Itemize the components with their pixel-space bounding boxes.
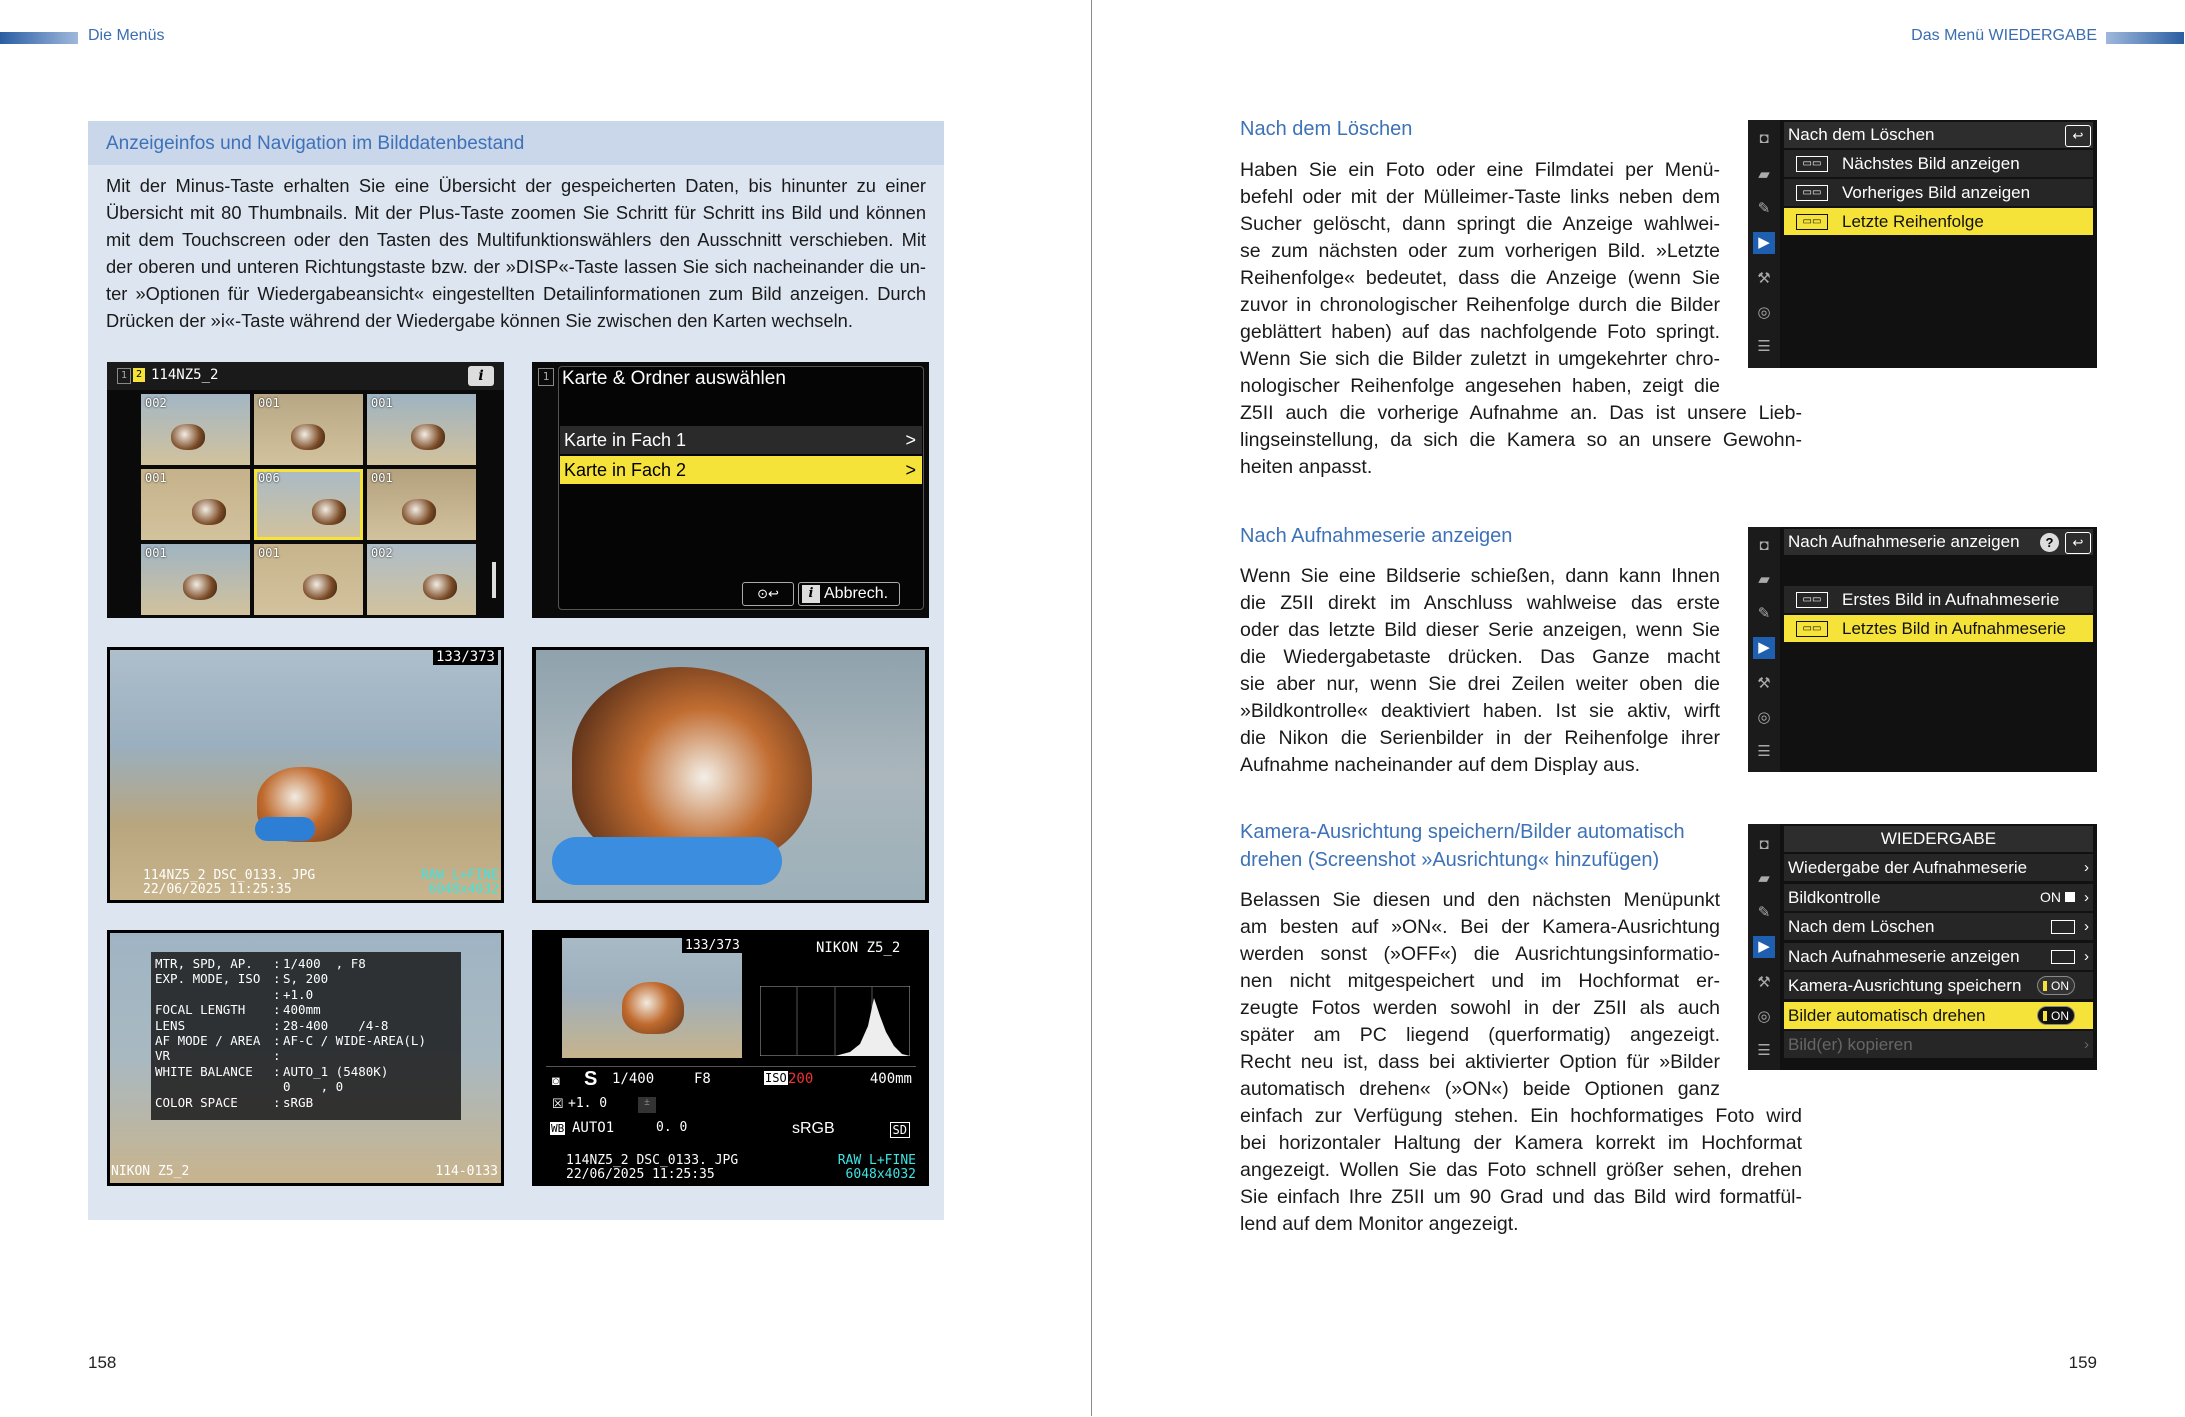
menu-item-label: Nach Aufnahmeserie anzeigen <box>1788 946 2020 966</box>
text-line: nologischer Reihenfolge angesehen haben, zeigt die <box>1240 375 1720 397</box>
wb-fine-tune: 0. 0 <box>656 1120 688 1135</box>
camera-name: NIKON Z5_2 <box>111 1164 190 1179</box>
playback-icon[interactable]: ▶ <box>1753 936 1775 958</box>
info-value: +1.0 <box>283 986 314 1002</box>
text-line: geblättert haben) auf das nachfolgende Foto springt. <box>1240 321 1720 343</box>
thumbnail-label: 001 <box>371 471 393 485</box>
text-line: Mit der Minus-Taste erhalten Sie eine Übersicht der gespeicherten Daten, bis hinunter zu einer <box>106 175 926 196</box>
thumbnail[interactable] <box>141 394 250 465</box>
movie-icon[interactable]: ▰ <box>1758 571 1770 588</box>
section-heading: Nach Aufnahmeserie anzeigen <box>1240 525 1513 547</box>
thumbnail-grid-screenshot <box>107 362 504 618</box>
cancel-button[interactable] <box>798 582 900 606</box>
menu-item-value: ON <box>2040 888 2061 905</box>
picture-control-icon: SD <box>890 1122 910 1138</box>
text-line: zeugte Fotos werden sowohl in der Z5II als auch <box>1240 997 1720 1019</box>
capture-date: 22/06/2025 11:25:35 <box>143 882 292 897</box>
dog-subject <box>291 424 325 450</box>
dog-closeup-photo <box>532 647 929 903</box>
menu-item[interactable] <box>1784 1002 2093 1029</box>
toggle-switch[interactable] <box>2037 1006 2075 1025</box>
dog-subject <box>183 574 217 600</box>
text-line: später am PC liegend (querformatig) angezeigt. <box>1240 1024 1720 1046</box>
wrench-icon[interactable]: ⚒ <box>1757 974 1771 991</box>
info-row <box>155 1048 459 1063</box>
menu-item-first[interactable] <box>1784 586 2093 613</box>
text-line: Drücken der »i«-Taste während der Wiedergabe können Sie zwischen den Karten wechseln. <box>106 310 853 331</box>
right-page <box>1092 0 2184 1416</box>
text-line: oder das letzte Bild dieser Serie anzeigen, wenn Sie <box>1240 619 1720 641</box>
pencil-icon[interactable]: ✎ <box>1757 200 1771 217</box>
image-quality: RAW L+FINE <box>837 1153 916 1168</box>
text-line: werden sonst (»OFF«) die Ausrichtungsinformatio- <box>1240 943 1720 965</box>
menu-item-label: Bilder automatisch drehen <box>1788 1005 1986 1025</box>
menu-item[interactable] <box>1784 854 2093 881</box>
info-row <box>155 971 459 986</box>
info-label: COLOR SPACE <box>155 1094 238 1110</box>
exp-comp-row <box>546 1096 916 1118</box>
network-icon[interactable]: ◎ <box>1757 1008 1771 1025</box>
menu-item-label: Letztes Bild in Aufnahmeserie <box>1842 619 2066 638</box>
thumbnail[interactable] <box>141 544 250 615</box>
chevron-right-icon: › <box>2084 1036 2089 1053</box>
aperture: F8 <box>694 1071 711 1087</box>
info-value: sRGB <box>283 1094 314 1110</box>
menu-item-last[interactable] <box>1784 615 2093 642</box>
running-head-left: Die Menüs <box>88 27 165 44</box>
info-separator: : <box>273 971 281 987</box>
exposure-mode: S <box>584 1068 598 1090</box>
text-line: Übersicht mit 80 Thumbnails. Mit der Plus-Taste zoomen Sie Schritt für Schritt ins Bild und können <box>106 202 926 223</box>
dog-subject <box>303 574 337 600</box>
info-value: AF-C / WIDE-AREA(L) <box>283 1032 426 1048</box>
info-row <box>155 1002 459 1017</box>
exposure-compensation: +1. 0 <box>568 1096 608 1111</box>
menu-wiedergabe <box>1748 824 2097 1070</box>
camera-icon[interactable]: ◘ <box>1759 836 1769 853</box>
menu-item-card2[interactable] <box>560 456 922 484</box>
iso-value: 200 <box>788 1071 814 1087</box>
text-line: »Bildkontrolle« deaktiviert haben. Ist sie aktiv, wirft <box>1240 700 1720 722</box>
text-line: Sie einfach Ihre Z5II um 90 Grad und das Bild wird formatfül- <box>1240 1186 1802 1208</box>
text-line: Wenn Sie sich die Bilder zuletzt in umgekehrter chro- <box>1240 348 1720 370</box>
cancel-label: Abbrech. <box>824 585 889 602</box>
text-line: lingseinstellung, da sich die Kamera so an unsere Gewohn- <box>1240 429 1802 451</box>
info-row <box>155 1018 459 1033</box>
menu-item[interactable] <box>1784 884 2093 911</box>
menu-item-label: Bild(er) kopieren <box>1788 1035 1913 1054</box>
menu-item-label: Karte in Fach 1 <box>564 430 687 450</box>
camera-icon[interactable]: ◘ <box>1759 537 1769 554</box>
section-heading <box>1240 818 1685 874</box>
menu-title-bar <box>1784 122 2093 148</box>
running-head-bar <box>2106 32 2184 44</box>
heading-line: drehen (Screenshot »Ausrichtung« hinzufügen) <box>1240 849 1660 871</box>
info-icon[interactable]: i <box>468 366 494 386</box>
info-row <box>155 956 459 971</box>
text-line: Z5II auch die vorherige Aufnahme an. Das ist unsere Lieb- <box>1240 402 1802 424</box>
chevron-right-icon: › <box>2084 918 2089 935</box>
thumbnail[interactable] <box>367 544 476 615</box>
text-line: die Nikon die Serienbilder in der Reihenfolge ihrer <box>1240 727 1720 749</box>
thumbnail[interactable] <box>367 469 476 540</box>
info-label: LENS <box>155 1017 186 1033</box>
folder-id: 114-0133 <box>435 1164 498 1179</box>
chevron-right-icon: › <box>2084 888 2089 906</box>
info-separator: : <box>273 956 281 971</box>
thumbnail[interactable] <box>254 394 363 465</box>
info-separator: : <box>273 1094 281 1110</box>
wrench-icon[interactable]: ⚒ <box>1757 270 1771 287</box>
menu-item-previous[interactable] <box>1784 179 2093 206</box>
wb-row <box>546 1120 916 1142</box>
scrollbar[interactable] <box>492 562 496 598</box>
text-line: se zum nächsten oder zum vorherigen Bild. »Letzte <box>1240 240 1720 262</box>
my-menu-icon[interactable]: ☰ <box>1757 338 1771 355</box>
review-icon <box>2065 892 2075 902</box>
info-label: AF MODE / AREA <box>155 1032 261 1048</box>
capture-date: 22/06/2025 11:25:35 <box>566 1167 715 1182</box>
wrench-icon[interactable]: ⚒ <box>1757 675 1771 692</box>
image-counter: 133/373 <box>682 938 743 953</box>
dog-subject <box>192 499 226 525</box>
text-line: die Z5II direkt im Anschluss wahlweise das erste <box>1240 592 1720 614</box>
text-line: angezeigt. Wollen Sie das Foto schnell größer sehen, drehen <box>1240 1159 1802 1181</box>
previous-image-icon: ▭▭ <box>1796 185 1828 201</box>
info-label: FOCAL LENGTH <box>155 1002 246 1018</box>
pencil-icon[interactable]: ✎ <box>1757 904 1771 921</box>
image-size: 6048x4032 <box>428 882 499 897</box>
info-separator: : <box>273 1048 281 1064</box>
text-line: nen nicht mitgespeichert und im Hochformat er- <box>1240 970 1720 992</box>
camera-icon[interactable]: ◘ <box>1759 130 1769 147</box>
thumbnail-label: 001 <box>258 546 280 560</box>
dog-subject <box>411 424 445 450</box>
dog-subject <box>402 499 436 525</box>
info-value: 1/400 , F8 <box>283 956 366 971</box>
text-line: Belassen Sie diesen und den nächsten Menüpunkt <box>1240 889 1720 911</box>
text-line: bei horizontaler Haltung der Kamera korrekt im Hochformat <box>1240 1132 1802 1154</box>
wb-icon: WB <box>551 1122 565 1135</box>
my-menu-icon[interactable]: ☰ <box>1757 1042 1771 1059</box>
info-separator: : <box>273 1017 281 1033</box>
page-number-right: 159 <box>2068 1353 2097 1372</box>
info-separator: : <box>273 1032 281 1048</box>
next-image-icon: ▭▭ <box>1796 156 1828 172</box>
section-body <box>1240 563 1802 779</box>
info-row <box>155 987 459 1002</box>
text-line: mit dem Touchscreen oder den Tasten des Multifunktionswählers den Ausschnitt verschieben. Mit <box>106 229 926 250</box>
text-line: Recht neu ist, dass bei aktivierter Option für »Bilder <box>1240 1051 1720 1073</box>
section-body <box>1240 887 1802 1238</box>
thumbnail[interactable] <box>141 469 250 540</box>
menu-item-label: Letzte Reihenfolge <box>1842 212 1984 231</box>
histogram <box>760 986 910 1056</box>
thumbnail[interactable] <box>254 469 363 540</box>
info-box-text <box>106 172 926 334</box>
text-line: Wenn Sie eine Bildserie schießen, dann kann Ihnen <box>1240 565 1720 587</box>
menu-title: WIEDERGABE <box>1880 829 1997 848</box>
info-row <box>155 1079 459 1094</box>
running-head-right: Das Menü WIEDERGABE <box>1911 27 2097 44</box>
info-row <box>155 1033 459 1048</box>
exposure-compensation-icon: ☒ <box>552 1096 564 1111</box>
info-box-title: Anzeigeinfos und Navigation im Bilddatenbestand <box>106 133 525 154</box>
menu-item-label: Erstes Bild in Aufnahmeserie <box>1842 590 2060 609</box>
folder-name: 114NZ5_2 <box>151 367 219 383</box>
menu-nach-aufnahmeserie <box>1748 527 2097 772</box>
image-counter: 133/373 <box>433 649 498 665</box>
menu-title-bar <box>1784 826 2093 852</box>
thumbnail-grid <box>141 394 477 616</box>
file-name: 114NZ5_2 DSC_0133. JPG <box>566 1153 739 1168</box>
thumbnail-label: 001 <box>371 396 393 410</box>
menu-item[interactable] <box>1784 972 2093 999</box>
file-name: 114NZ5_2 DSC_0133. JPG <box>143 868 316 883</box>
card-menu-title: Karte & Ordner auswählen <box>562 368 786 389</box>
flash-comp-icon: ± <box>638 1097 656 1113</box>
info-row <box>155 1064 459 1079</box>
shooting-info-table <box>155 956 459 1110</box>
info-separator: : <box>273 1063 281 1079</box>
menu-item-label: Bildkontrolle <box>1788 887 1881 907</box>
menu-item-card1[interactable] <box>560 426 922 454</box>
info-label: VR <box>155 1048 171 1064</box>
menu-nach-dem-loeschen <box>1748 120 2097 368</box>
thumbnail-label: 002 <box>371 546 393 560</box>
text-line: zuvor in chronologischer Reihenfolge durch die Bilder <box>1240 294 1720 316</box>
menu-item-label: Vorheriges Bild anzeigen <box>1842 183 2031 202</box>
text-line: die Wiedergabetaste drücken. Das Ganze macht <box>1240 646 1720 668</box>
toggle-value: ON <box>2051 1008 2069 1023</box>
menu-item[interactable] <box>1784 913 2093 940</box>
dog-subject <box>312 499 346 525</box>
movie-icon[interactable]: ▰ <box>1758 870 1770 887</box>
menu-item-label: Wiedergabe der Aufnahmeserie <box>1788 858 2028 877</box>
menu-sidebar <box>1748 120 1780 368</box>
card-select-screenshot <box>532 362 929 618</box>
menu-sidebar <box>1748 527 1780 772</box>
playback-icon[interactable]: ▶ <box>1753 637 1775 659</box>
card-slot-2-icon: 2 <box>133 368 145 382</box>
image-quality-info <box>389 869 499 897</box>
playback-icon[interactable]: ▶ <box>1753 232 1775 254</box>
text-line: am besten auf »ON«. Bei der Kamera-Ausrichtung <box>1240 916 1720 938</box>
left-page <box>0 0 1091 1416</box>
info-value: 28-400 /4-8 <box>283 1017 389 1033</box>
text-line: heiten anpasst. <box>1240 456 1373 478</box>
text-line: automatisch drehen« (»ON«) beide Optionen ganz <box>1240 1078 1720 1100</box>
chevron-right-icon: › <box>2084 947 2089 965</box>
white-balance: AUTO1 <box>572 1120 615 1136</box>
menu-item-label: Karte in Fach 2 <box>564 460 687 480</box>
menu-item-label: Kamera-Ausrichtung speichern <box>1788 976 2022 995</box>
info-label: MTR, SPD, AP. <box>155 956 253 971</box>
card-slot-1-icon: 1 <box>117 368 131 384</box>
menu-item-label: Nächstes Bild anzeigen <box>1842 154 2020 173</box>
image-quality-info <box>806 1154 916 1182</box>
text-line: einfach zur Verfügung stehen. Ein hochformatiges Foto wird <box>1240 1105 1802 1127</box>
menu-item-next[interactable] <box>1784 150 2093 177</box>
menu-sidebar <box>1748 824 1780 1070</box>
chevron-right-icon: › <box>2084 859 2089 876</box>
image-file-info <box>143 869 315 897</box>
menu-item-label: Nach dem Löschen <box>1788 917 1935 936</box>
info-row <box>155 1095 459 1110</box>
info-icon: i <box>802 585 820 603</box>
first-image-icon: ▭▭ <box>1796 592 1828 608</box>
last-order-icon: ▭▭ <box>1796 214 1828 230</box>
help-icon[interactable]: ? <box>2040 533 2059 552</box>
pencil-icon[interactable]: ✎ <box>1757 605 1771 622</box>
network-icon[interactable]: ◎ <box>1757 709 1771 726</box>
dog-subject <box>171 424 205 450</box>
info-separator: : <box>273 1002 281 1018</box>
image-file-info <box>566 1154 738 1182</box>
text-line: ter »Optionen für Wiedergabeansicht« eingestellten Detailinformationen zum Bild anzeigen. Durch <box>106 283 926 304</box>
setting-icon <box>2051 950 2075 964</box>
thumbnail[interactable] <box>254 544 363 615</box>
metering-icon: ◙ <box>552 1073 560 1088</box>
section-heading: Nach dem Löschen <box>1240 118 1413 140</box>
info-box <box>88 121 944 1220</box>
menu-title: Nach dem Löschen <box>1788 125 1935 144</box>
multi-selector-back-icon[interactable]: ⊙↩ <box>742 582 794 606</box>
chevron-right-icon: > <box>905 460 916 480</box>
menu-item-last-order[interactable] <box>1784 208 2093 235</box>
section-body <box>1240 157 1802 481</box>
card-icon: 1 <box>538 368 554 386</box>
thumbnail[interactable] <box>367 394 476 465</box>
image-size: 6048x4032 <box>845 1167 916 1182</box>
info-value: AUTO_1 (5480K) <box>283 1063 389 1079</box>
toggle-value: ON <box>2051 979 2069 993</box>
back-icon[interactable]: ↩ <box>2065 532 2091 554</box>
last-image-icon: ▭▭ <box>1796 621 1828 637</box>
thumbnail-label: 002 <box>145 396 167 410</box>
playback-full-screenshot <box>107 647 504 903</box>
back-icon[interactable]: ↩ <box>2065 125 2091 147</box>
thumbnail-label: 001 <box>258 396 280 410</box>
text-line: befehl oder mit der Mülleimer-Taste links neben dem <box>1240 186 1720 208</box>
chevron-right-icon: > <box>905 430 916 450</box>
text-line: Sucher gelöscht, dann springt die Anzeige wahlwei- <box>1240 213 1720 235</box>
toggle-switch[interactable] <box>2037 976 2075 995</box>
camera-name: NIKON Z5_2 <box>816 940 901 956</box>
image-quality: RAW L+FINE <box>420 868 499 883</box>
info-box-header <box>88 121 944 165</box>
text-line: Aufnahme nacheinander auf dem Display aus. <box>1240 754 1640 776</box>
text-line: lend auf dem Monitor angezeigt. <box>1240 1213 1519 1235</box>
info-separator: : <box>273 986 281 1002</box>
text-line: der oberen und unteren Richtungstaste bzw. der »DISP«-Taste lassen Sie sich nacheinander die un- <box>106 256 926 277</box>
running-head-bar <box>0 32 78 44</box>
menu-item[interactable] <box>1784 1031 2093 1058</box>
menu-title: Nach Aufnahmeserie anzeigen <box>1788 532 2020 551</box>
color-space: sRGB <box>792 1120 835 1137</box>
text-line: sie aber nur, wenn Sie drei Zeilen weiter oben die <box>1240 673 1720 695</box>
info-label: EXP. MODE, ISO <box>155 971 261 987</box>
shooting-info-screenshot <box>107 930 504 1186</box>
text-line: Haben Sie ein Foto oder eine Filmdatei per Menü- <box>1240 159 1720 181</box>
my-menu-icon[interactable]: ☰ <box>1757 743 1771 760</box>
page-number-left: 158 <box>88 1353 117 1372</box>
thumbnail-label: 006 <box>258 471 280 485</box>
setting-icon <box>2051 920 2075 934</box>
thumbnail-label: 001 <box>145 471 167 485</box>
exposure-row <box>546 1068 916 1093</box>
overview-screenshot <box>532 930 929 1186</box>
info-value: 0 , 0 <box>283 1079 344 1095</box>
info-value: S, 200 <box>283 971 329 987</box>
dog-subject <box>423 574 457 600</box>
info-value: 400mm <box>283 1002 321 1018</box>
thumbnail-label: 001 <box>145 546 167 560</box>
info-label: WHITE BALANCE <box>155 1063 253 1079</box>
movie-icon[interactable]: ▰ <box>1758 166 1770 183</box>
heading-line: Kamera-Ausrichtung speichern/Bilder automatisch <box>1240 821 1685 843</box>
menu-item[interactable] <box>1784 943 2093 970</box>
network-icon[interactable]: ◎ <box>1757 304 1771 321</box>
shutter-speed: 1/400 <box>612 1071 655 1087</box>
iso-label: ISO <box>765 1071 787 1085</box>
focal-length: 400mm <box>869 1071 912 1087</box>
text-line: Reihenfolge« bedeutet, dass die Anzeige (wenn Sie <box>1240 267 1720 289</box>
